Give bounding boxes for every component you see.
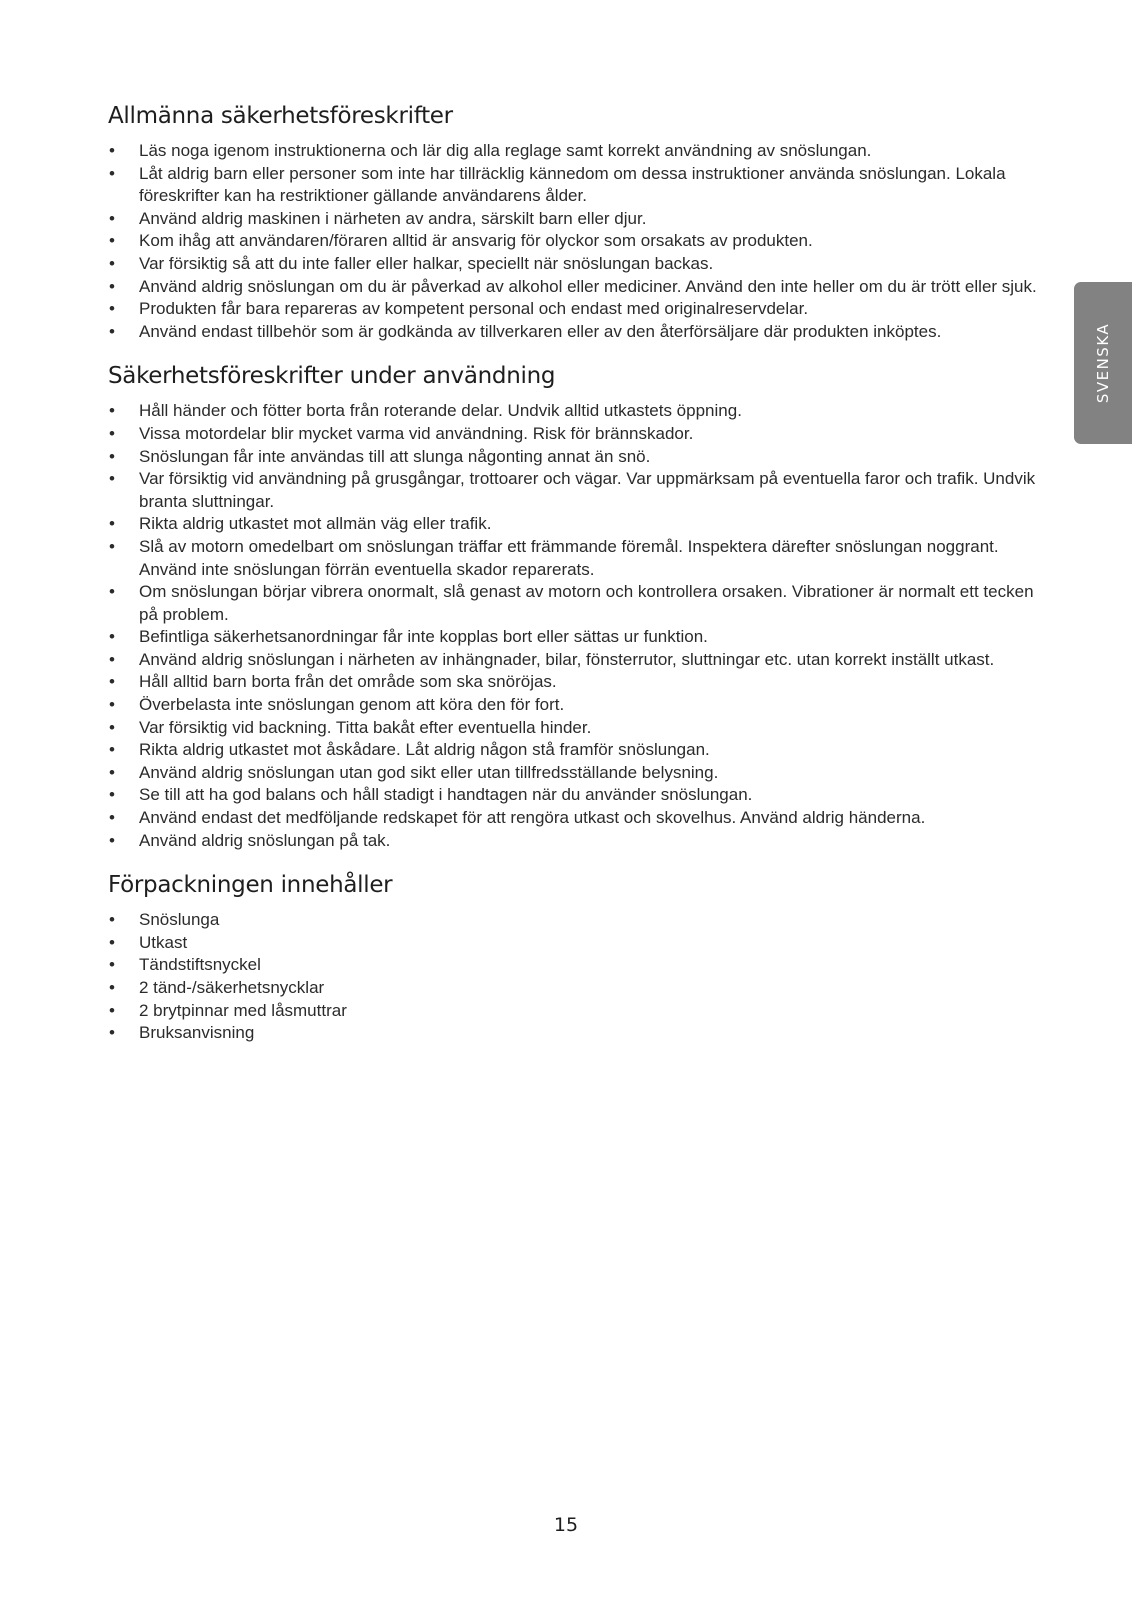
list-item: • Håll händer och fötter borta från roterande delar. Undvik alltid utkastets öppning.	[108, 400, 1038, 423]
list-item: • Vissa motordelar blir mycket varma vid användning. Risk för brännskador.	[108, 423, 1038, 446]
list-item: • Använd aldrig snöslungan utan god sikt eller utan tillfredsställande belysning.	[108, 762, 1038, 785]
list-item: • Snöslungan får inte användas till att slunga någonting annat än snö.	[108, 446, 1038, 469]
list-item: • Var försiktig vid användning på grusgångar, trottoarer och vägar. Var uppmärksam på eventuella faror och trafik. Undvik branta sluttningar.	[108, 468, 1038, 513]
list-item: • Bruksanvisning	[108, 1022, 1038, 1045]
language-tab-label: SVENSKA	[1094, 322, 1112, 404]
list-item: • Använd aldrig snöslungan på tak.	[108, 830, 1038, 853]
bullet-list	[108, 400, 1038, 852]
section-title: Säkerhetsföreskrifter under användning	[108, 363, 556, 390]
list-item: • Se till att ha god balans och håll stadigt i handtagen när du använder snöslungan.	[108, 784, 1038, 807]
list-item: • Överbelasta inte snöslungan genom att köra den för fort.	[108, 694, 1038, 717]
list-item: • 2 brytpinnar med låsmuttrar	[108, 1000, 1038, 1023]
list-item: • Använd aldrig maskinen i närheten av andra, särskilt barn eller djur.	[108, 208, 1038, 231]
language-tab	[1074, 282, 1132, 444]
list-item: • Befintliga säkerhetsanordningar får inte kopplas bort eller sättas ur funktion.	[108, 626, 1038, 649]
list-item: • 2 tänd-/säkerhetsnycklar	[108, 977, 1038, 1000]
list-item: • Snöslunga	[108, 909, 1038, 932]
list-item: • Rikta aldrig utkastet mot åskådare. Låt aldrig någon stå framför snöslungan.	[108, 739, 1038, 762]
list-item: • Om snöslungan börjar vibrera onormalt, slå genast av motorn och kontrollera orsaken. Vibrationer är normalt ett tecken på problem.	[108, 581, 1038, 626]
list-item: • Läs noga igenom instruktionerna och lär dig alla reglage samt korrekt användning av snöslungan.	[108, 140, 1038, 163]
list-item: • Kom ihåg att användaren/föraren alltid är ansvarig för olyckor som orsakats av produkten.	[108, 230, 1038, 253]
page-content	[108, 103, 1038, 1065]
bullet-list	[108, 909, 1038, 1045]
bullet-list	[108, 140, 1038, 343]
list-item: • Var försiktig vid backning. Titta bakåt efter eventuella hinder.	[108, 717, 1038, 740]
list-item: • Rikta aldrig utkastet mot allmän väg eller trafik.	[108, 513, 1038, 536]
list-item: • Använd endast tillbehör som är godkända av tillverkaren eller av den återförsäljare där produkten inköptes.	[108, 321, 1038, 344]
section-title: Allmänna säkerhetsföreskrifter	[108, 103, 453, 129]
list-item: • Använd endast det medföljande redskapet för att rengöra utkast och skovelhus. Använd aldrig händerna.	[108, 807, 1038, 830]
list-item: • Produkten får bara repareras av kompetent personal och endast med originalreservdelar.	[108, 298, 1038, 321]
list-item: • Slå av motorn omedelbart om snöslungan träffar ett främmande föremål. Inspektera därefter snöslungan noggrant. Använd inte snöslungan förrän eventuella skador reparerats.	[108, 536, 1038, 581]
list-item: • Använd aldrig snöslungan i närheten av inhängnader, bilar, fönsterrutor, sluttningar etc. utan korrekt inställt utkast.	[108, 649, 1038, 672]
section-title: Förpackningen innehåller	[108, 872, 393, 899]
list-item: • Var försiktig så att du inte faller eller halkar, speciellt när snöslungan backas.	[108, 253, 1038, 276]
page-number: 15	[553, 1514, 579, 1536]
list-item: • Håll alltid barn borta från det område som ska snöröjas.	[108, 671, 1038, 694]
list-item: • Använd aldrig snöslungan om du är påverkad av alkohol eller mediciner. Använd den inte heller om du är trött eller sjuk.	[108, 276, 1038, 299]
list-item: • Låt aldrig barn eller personer som inte har tillräcklig kännedom om dessa instruktioner använda snöslungan. Lokala föreskrifter kan ha restriktioner gällande användarens ålder.	[108, 163, 1038, 208]
list-item: • Utkast	[108, 932, 1038, 955]
list-item: • Tändstiftsnyckel	[108, 954, 1038, 977]
